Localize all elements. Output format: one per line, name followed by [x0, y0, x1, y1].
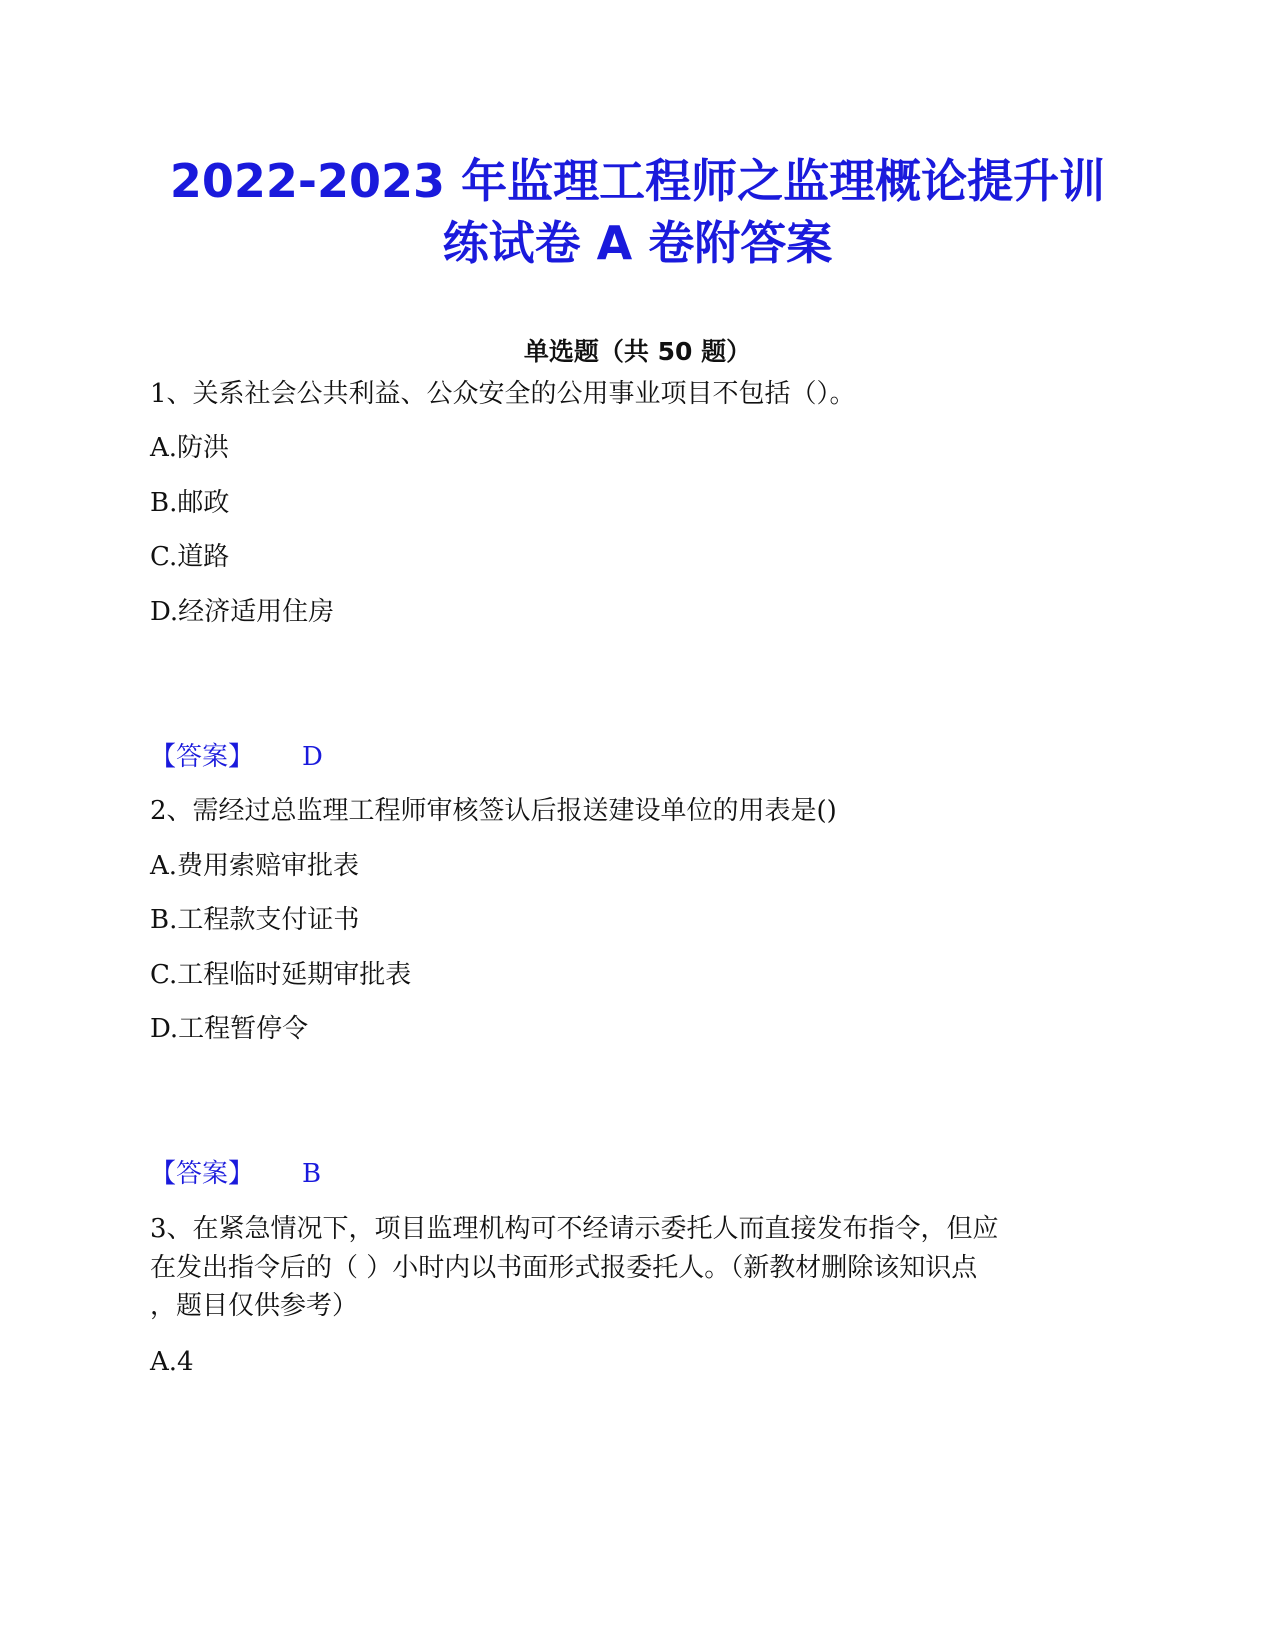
question-1-option-a: A.防洪 — [150, 433, 230, 463]
question-1-option-d: D.经济适用住房 — [150, 597, 335, 627]
title-line-1: 2022-2023 年监理工程师之监理概论提升训 — [169, 154, 1106, 208]
section-heading: 单选题（共 50 题） — [523, 337, 752, 366]
question-1-stem: 1、关系社会公共利益、公众安全的公用事业项目不包括（）。 — [150, 379, 856, 409]
question-2-stem: 2、需经过总监理工程师审核签认后报送建设单位的用表是() — [150, 796, 837, 826]
title-line-2: 练试卷 A 卷附答案 — [442, 216, 833, 270]
document-title — [0, 150, 1275, 274]
question-3-stem-line-3: ，题目仅供参考） — [150, 1291, 359, 1321]
question-2-option-b: B.工程款支付证书 — [150, 905, 360, 935]
question-2-option-a: A.费用索赔审批表 — [150, 851, 360, 881]
answer-value: B — [302, 1159, 322, 1189]
question-3-option-a: A.4 — [150, 1347, 194, 1377]
question-2-answer — [150, 1157, 321, 1191]
answer-label: 【答案】 — [150, 1159, 255, 1189]
answer-label: 【答案】 — [150, 742, 255, 772]
question-3-stem-line-1: 3、在紧急情况下，项目监理机构可不经请示委托人而直接发布指令，但应 — [150, 1214, 999, 1244]
question-3-stem-line-2: 在发出指令后的（ ）小时内以书面形式报委托人。（新教材删除该知识点 — [150, 1253, 978, 1283]
question-1-option-b: B.邮政 — [150, 488, 230, 518]
answer-value: D — [302, 742, 323, 772]
question-1-answer — [150, 740, 323, 774]
question-1-option-c: C.道路 — [150, 542, 230, 572]
question-2-option-d: D.工程暂停令 — [150, 1014, 309, 1044]
question-2-option-c: C.工程临时延期审批表 — [150, 960, 412, 990]
